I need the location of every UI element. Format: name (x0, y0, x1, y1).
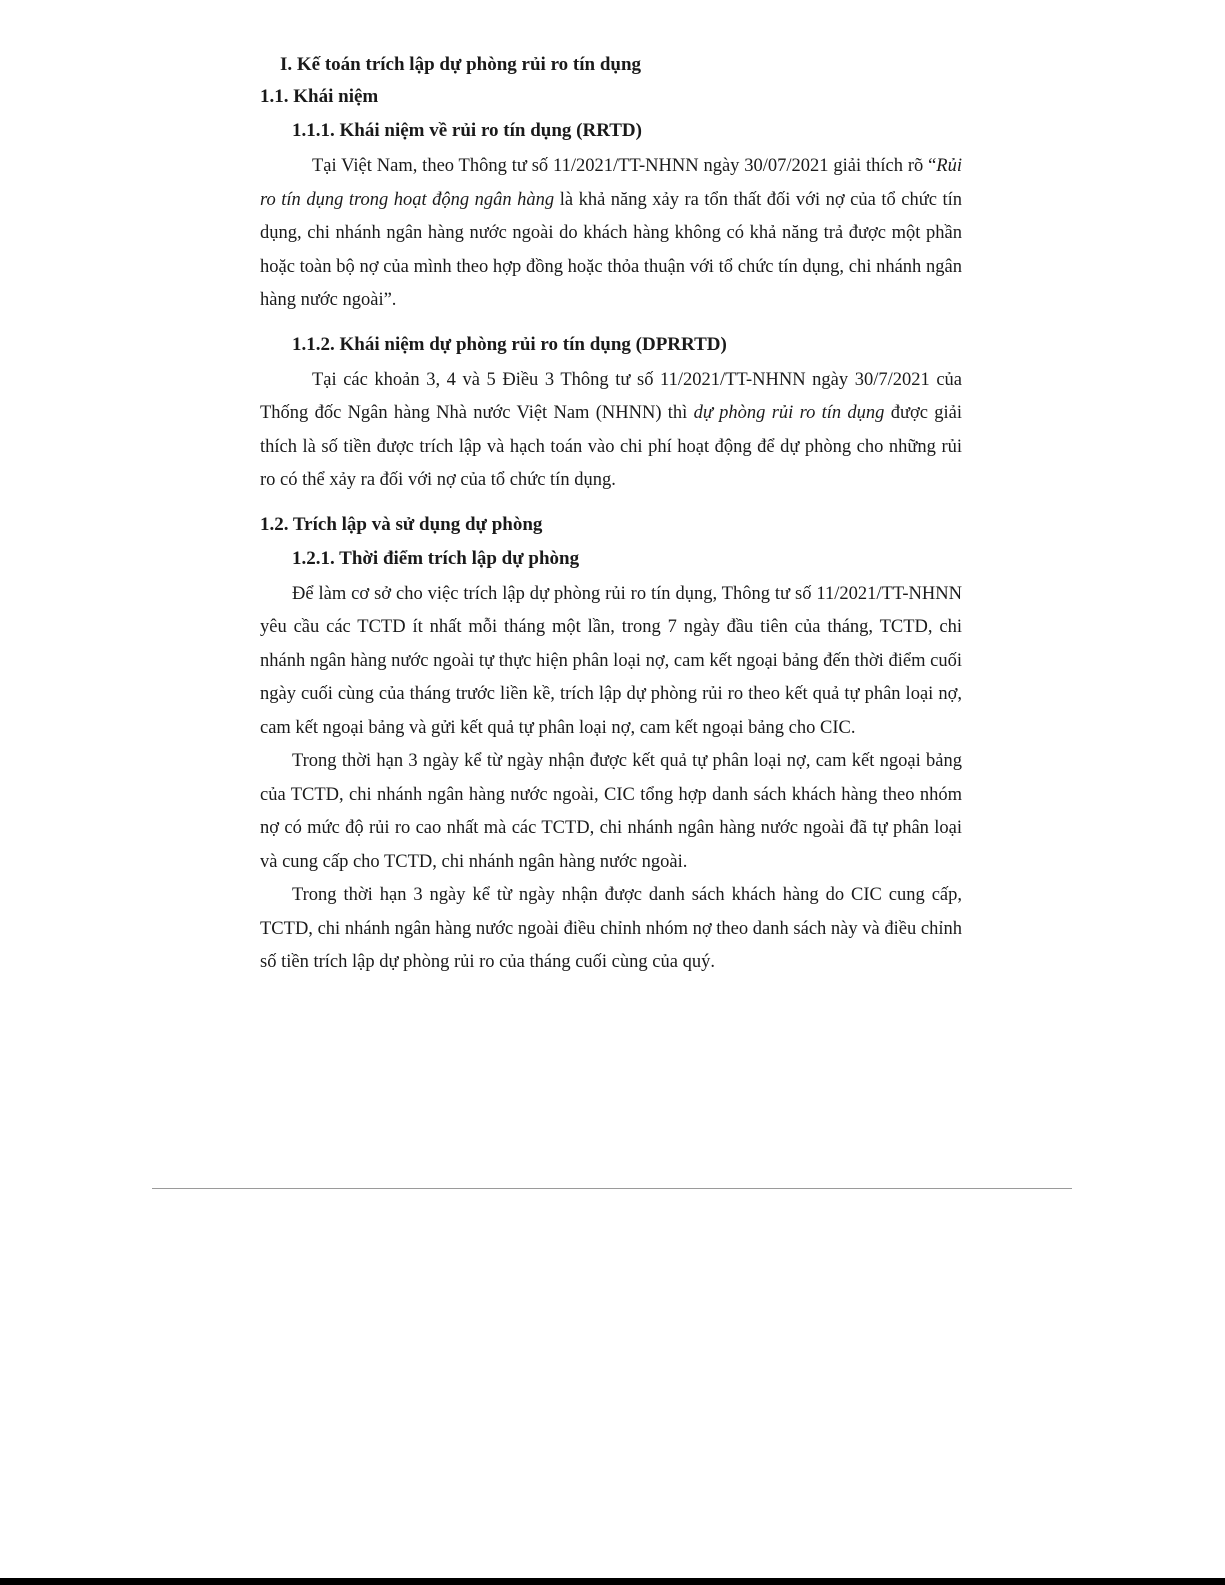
paragraph-text: là khả năng xảy ra tổn thất đối với nợ của tổ chức tín dụng, chi nhánh ngân hàng nước ngoài do khách hàng không có khả năng trả được một phần hoặc toàn bộ nợ của mình theo hợp đồng hoặc thỏa thuận với tổ chức tín dụng, chi nhánh ngân hàng nước ngoài”. (260, 189, 962, 310)
paragraph-dprrtd-definition (260, 364, 962, 498)
page-bottom-border (0, 1578, 1225, 1585)
paragraph-text: Tại các khoản 3, 4 và 5 Điều 3 Thông tư số 11/2021/TT-NHNN ngày 30/7/2021 của Thống đốc Ngân hàng Nhà nước Việt Nam (NHNN) thì (260, 369, 962, 423)
paragraph-italic-term: dự phòng rủi ro tín dụng (693, 403, 885, 423)
page-divider-line (152, 1188, 1072, 1189)
paragraph-timing-2: Trong thời hạn 3 ngày kể từ ngày nhận được kết quả tự phân loại nợ, cam kết ngoại bảng của TCTD, chi nhánh ngân hàng nước ngoài, CIC tổng hợp danh sách khách hàng theo nhóm nợ có mức độ rủi ro cao nhất mà các TCTD, chi nhánh ngân hàng nước ngoài đã tự phân loại và cung cấp cho TCTD, chi nhánh ngân hàng nước ngoài. (260, 751, 962, 872)
heading-1-1-2: 1.1.2. Khái niệm dự phòng rủi ro tín dụng (DPRRTD) (292, 333, 727, 355)
heading-section-I: I. Kế toán trích lập dự phòng rủi ro tín dụng (280, 54, 642, 75)
paragraph-italic-term: Rủi ro tín dụng trong hoạt động ngân hàng (260, 156, 962, 210)
heading-1-1: 1.1. Khái niệm (260, 86, 379, 107)
paragraph-text: được giải thích là số tiền được trích lập và hạch toán vào chi phí hoạt động để dự phòng cho những rủi ro có thể xảy ra đối với nợ của tổ chức tín dụng. (260, 403, 962, 490)
paragraph-rrtd-definition (260, 150, 962, 318)
paragraph-timing-3: Trong thời hạn 3 ngày kể từ ngày nhận được danh sách khách hàng do CIC cung cấp, TCTD, chi nhánh ngân hàng nước ngoài điều chỉnh nhóm nợ theo danh sách này và điều chỉnh số tiền trích lập dự phòng rủi ro của tháng cuối cùng của quý. (260, 885, 962, 972)
heading-1-2: 1.2. Trích lập và sử dụng dự phòng (260, 513, 543, 535)
paragraph-text: Tại Việt Nam, theo Thông tư số 11/2021/TT-NHNN ngày 30/07/2021 giải thích rõ “ (312, 156, 937, 176)
paragraph-timing-1: Để làm cơ sở cho việc trích lập dự phòng rủi ro tín dụng, Thông tư số 11/2021/TT-NHNN yêu cầu các TCTD ít nhất mỗi tháng một lần, trong 7 ngày đầu tiên của tháng, TCTD, chi nhánh ngân hàng nước ngoài tự thực hiện phân loại nợ, cam kết ngoại bảng đến thời điểm cuối ngày cuối cùng của tháng trước liền kề, trích lập dự phòng rủi ro theo kết quả tự phân loại nợ, cam kết ngoại bảng và gửi kết quả tự phân loại nợ, cam kết ngoại bảng cho CIC. (260, 583, 962, 738)
heading-1-2-1: 1.2.1. Thời điểm trích lập dự phòng (292, 547, 580, 569)
heading-1-1-1: 1.1.1. Khái niệm về rủi ro tín dụng (RRTD) (292, 120, 642, 141)
document-body (260, 52, 962, 980)
